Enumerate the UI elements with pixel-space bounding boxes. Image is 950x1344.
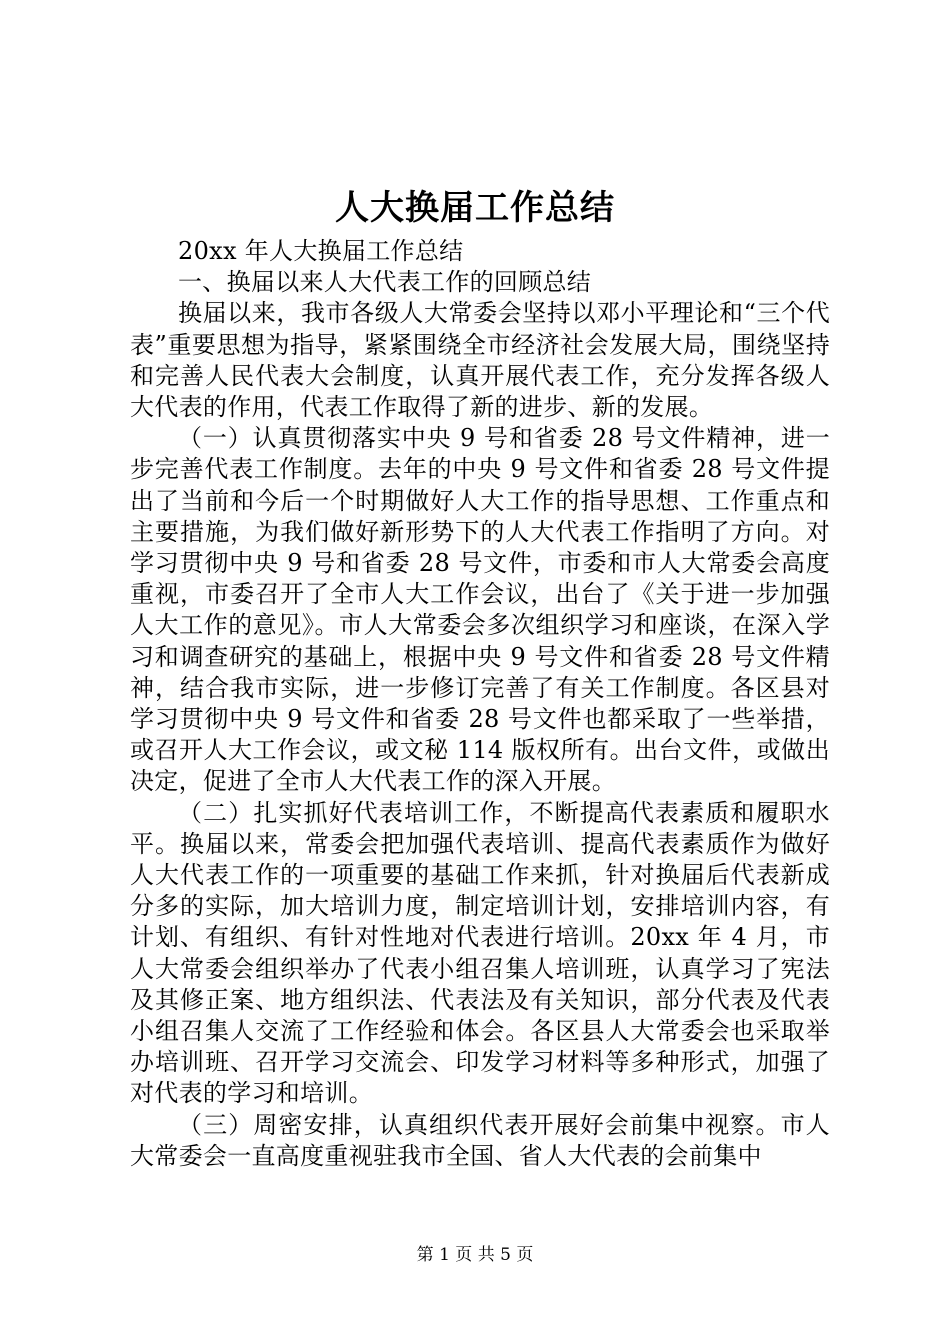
paragraph-intro: 换届以来，我市各级人大常委会坚持以邓小平理论和“三个代表”重要思想为指导，紧紧围绕全市经济社会发展大局，围绕坚持和完善人民代表大会制度，认真开展代表工作，充分发挥各级人大代表的作用，代表工作取得了新的进步、新的发展。 [130, 299, 830, 422]
section-heading: 一、换届以来人大代表工作的回顾总结 [178, 268, 592, 297]
document-title: 人大换届工作总结 [335, 188, 615, 228]
page-number-footer: 第 1 页 共 5 页 [416, 1245, 534, 1265]
document-subtitle: 20xx 年人大换届工作总结 [178, 237, 464, 265]
paragraph-item-3: （三）周密安排，认真组织代表开展好会前集中视察。市人大常委会一直高度重视驻我市全国、省人大代表的会前集中 [130, 1110, 830, 1170]
paragraph-item-2: （二）扎实抓好代表培训工作，不断提高代表素质和履职水平。换届以来，常委会把加强代表培训、提高代表素质作为做好人大代表工作的一项重要的基础工作来抓，针对换届后代表新成分多的实际，加大培训力度，制定培训计划，安排培训内容，有计划、有组织、有针对性地对代表进行培训。20xx 年 4 月，市人大常委会组织举办了代表小组召集人培训班，认真学习了宪法及其修正案、地方组织法、代表法及有关知识，部分代表及代表小组召集人交流了工作经验和体会。各区县人大常委会也采取举办培训班、召开学习交流会、印发学习材料等多种形式，加强了对代表的学习和培训。 [130, 798, 830, 1108]
paragraph-item-1: （一）认真贯彻落实中央 9 号和省委 28 号文件精神，进一步完善代表工作制度。去年的中央 9 号文件和省委 28 号文件提出了当前和今后一个时期做好人大工作的指导思想、工作重点和主要措施，为我们做好新形势下的人大代表工作指明了方向。对学习贯彻中央 9 号和省委 28 号文件，市委和市人大常委会高度重视，市委召开了全市人大工作会议，出台了《关于进一步加强人大工作的意见》。市人大常委会多次组织学习和座谈，在深入学习和调查研究的基础上，根据中央 9 号文件和省委 28 号文件精神，结合我市实际，进一步修订完善了有关工作制度。各区县对学习贯彻中央 9 号文件和省委 28 号文件也都采取了一些举措，或召开人大工作会议，或文秘 114 版权所有。出台文件，或做出决定，促进了全市人大代表工作的深入开展。 [130, 424, 830, 796]
document-body [130, 236, 830, 1172]
